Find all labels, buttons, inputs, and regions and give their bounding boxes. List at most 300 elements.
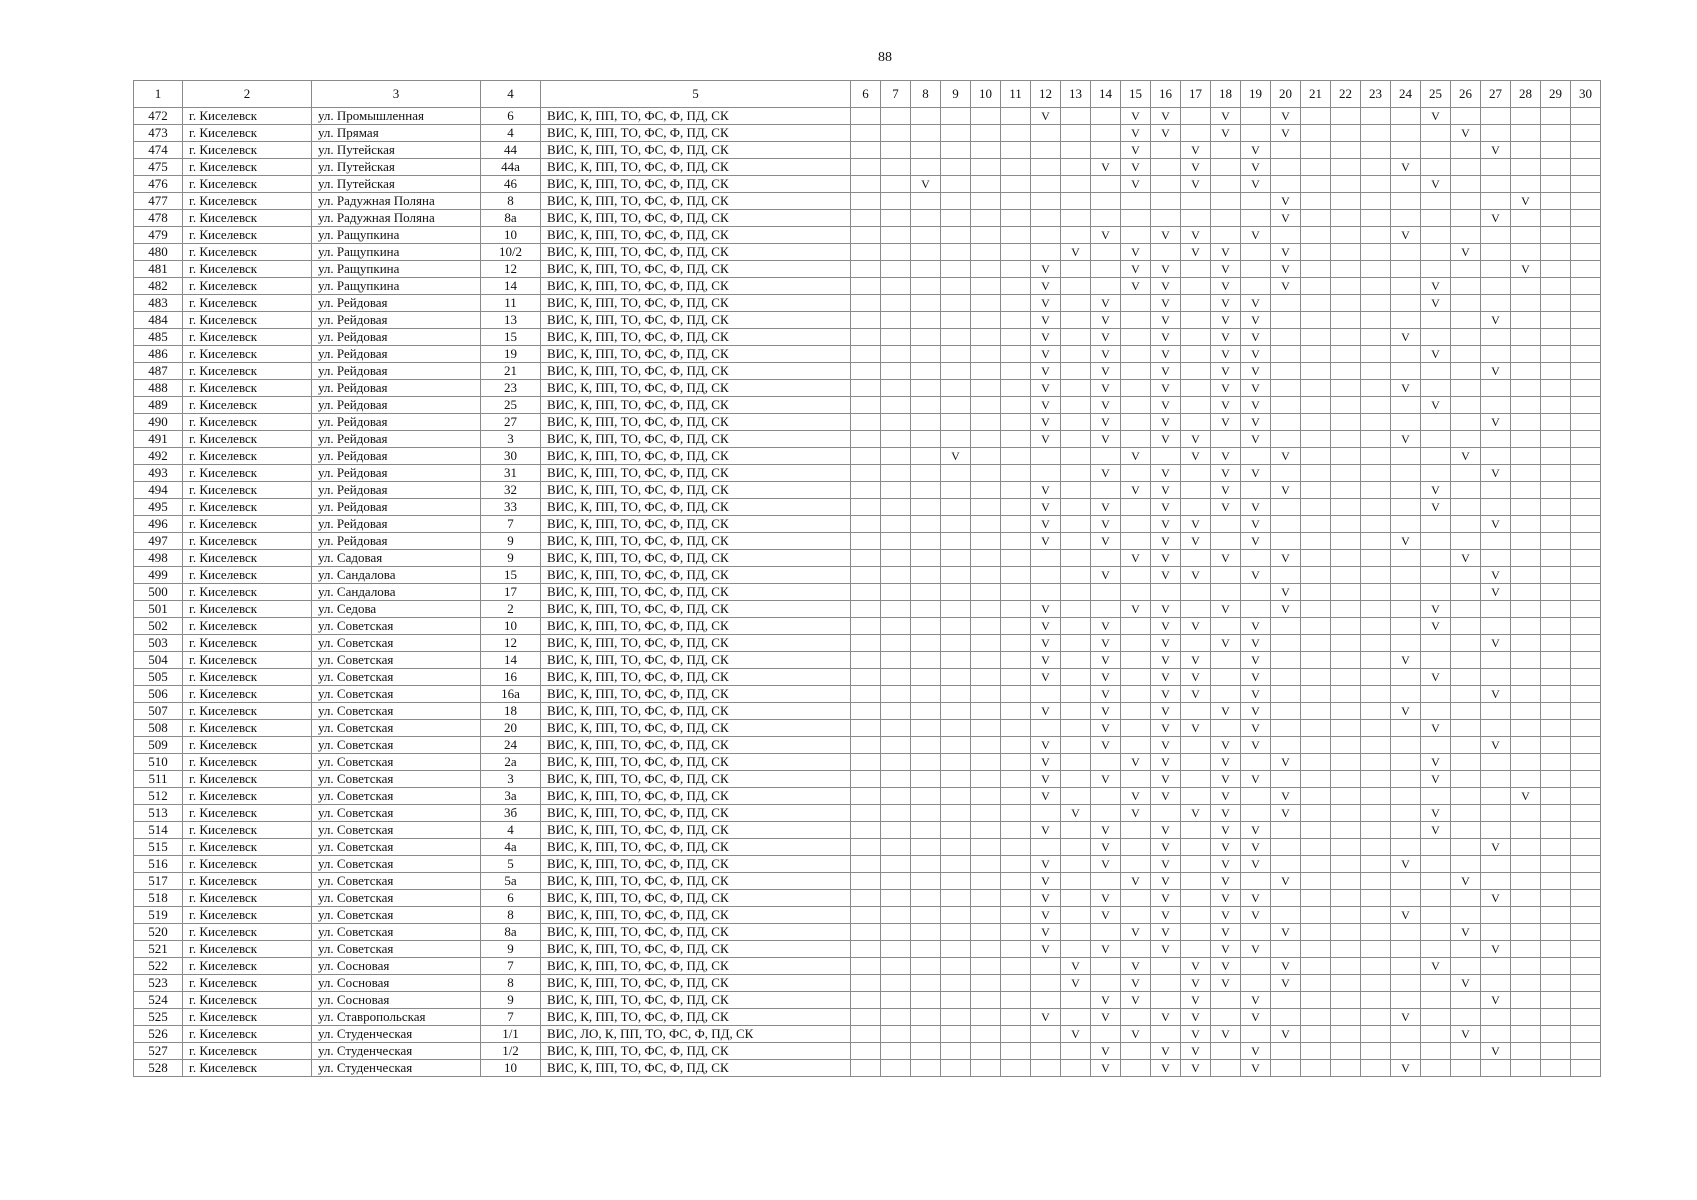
mark-cell-col-11 <box>1001 533 1031 550</box>
check-mark: V <box>1281 755 1290 769</box>
check-mark: V <box>1161 602 1170 616</box>
mark-cell-col-15 <box>1121 601 1151 618</box>
mark-cell-col-14 <box>1091 261 1121 278</box>
mark-cell-col-29 <box>1541 618 1571 635</box>
mark-cell-col-30 <box>1571 1060 1601 1077</box>
house-cell: 16а <box>481 686 541 703</box>
street-cell: ул. Советская <box>312 754 481 771</box>
mark-cell-col-27 <box>1481 448 1511 465</box>
mark-cell-col-13 <box>1061 414 1091 431</box>
street-cell: ул. Рейдовая <box>312 329 481 346</box>
check-mark: V <box>1131 925 1140 939</box>
mark-cell-col-13 <box>1061 329 1091 346</box>
check-mark: V <box>1041 483 1050 497</box>
mark-cell-col-19 <box>1241 448 1271 465</box>
mark-cell-col-12 <box>1031 227 1061 244</box>
mark-cell-col-12 <box>1031 924 1061 941</box>
mark-cell-col-15 <box>1121 227 1151 244</box>
table-row <box>134 244 1601 261</box>
mark-cell-col-21 <box>1301 499 1331 516</box>
mark-cell-col-14 <box>1091 788 1121 805</box>
mark-cell-col-7 <box>881 975 911 992</box>
mark-cell-col-11 <box>1001 754 1031 771</box>
mark-cell-col-24 <box>1391 873 1421 890</box>
mark-cell-col-30 <box>1571 873 1601 890</box>
mark-cell-col-13 <box>1061 686 1091 703</box>
check-mark: V <box>1251 1010 1260 1024</box>
mark-cell-col-12 <box>1031 244 1061 261</box>
mark-cell-col-7 <box>881 703 911 720</box>
mark-cell-col-13 <box>1061 533 1091 550</box>
check-mark: V <box>1251 330 1260 344</box>
mark-cell-col-6 <box>851 1060 881 1077</box>
mark-cell-col-23 <box>1361 380 1391 397</box>
check-mark: V <box>1251 772 1260 786</box>
mark-cell-col-18 <box>1211 295 1241 312</box>
check-mark: V <box>1131 993 1140 1007</box>
house-cell: 3 <box>481 771 541 788</box>
mark-cell-col-22 <box>1331 686 1361 703</box>
mark-cell-col-20 <box>1271 1043 1301 1060</box>
house-cell: 6 <box>481 890 541 907</box>
mark-cell-col-29 <box>1541 992 1571 1009</box>
mark-cell-col-9 <box>941 448 971 465</box>
check-mark: V <box>1161 942 1170 956</box>
mark-cell-col-22 <box>1331 839 1361 856</box>
types-cell: ВИС, К, ПП, ТО, ФС, Ф, ПД, СК <box>541 720 851 737</box>
table-row <box>134 295 1601 312</box>
check-mark: V <box>1161 687 1170 701</box>
check-mark: V <box>1281 874 1290 888</box>
check-mark: V <box>1251 942 1260 956</box>
mark-cell-col-26 <box>1451 176 1481 193</box>
mark-cell-col-13 <box>1061 550 1091 567</box>
mark-cell-col-22 <box>1331 958 1361 975</box>
mark-cell-col-18 <box>1211 380 1241 397</box>
mark-cell-col-26 <box>1451 431 1481 448</box>
mark-cell-col-19 <box>1241 720 1271 737</box>
mark-cell-col-8 <box>911 227 941 244</box>
street-cell: ул. Советская <box>312 805 481 822</box>
check-mark: V <box>1251 1044 1260 1058</box>
mark-cell-col-6 <box>851 992 881 1009</box>
types-cell: ВИС, ЛО, К, ПП, ТО, ФС, Ф, ПД, СК <box>541 1026 851 1043</box>
mark-cell-col-21 <box>1301 567 1331 584</box>
mark-cell-col-6 <box>851 176 881 193</box>
mark-cell-col-11 <box>1001 550 1031 567</box>
city-cell: г. Киселевск <box>183 788 312 805</box>
mark-cell-col-14 <box>1091 176 1121 193</box>
check-mark: V <box>1221 364 1230 378</box>
mark-cell-col-12 <box>1031 125 1061 142</box>
mark-cell-col-21 <box>1301 448 1331 465</box>
mark-cell-col-21 <box>1301 839 1331 856</box>
mark-cell-col-10 <box>971 635 1001 652</box>
mark-cell-col-17 <box>1181 669 1211 686</box>
house-cell: 12 <box>481 261 541 278</box>
mark-cell-col-30 <box>1571 584 1601 601</box>
mark-cell-col-12 <box>1031 414 1061 431</box>
mark-cell-col-10 <box>971 380 1001 397</box>
mark-cell-col-26 <box>1451 941 1481 958</box>
mark-cell-col-7 <box>881 924 911 941</box>
mark-cell-col-16 <box>1151 363 1181 380</box>
mark-cell-col-6 <box>851 210 881 227</box>
mark-cell-col-28 <box>1511 992 1541 1009</box>
table-row <box>134 312 1601 329</box>
types-cell: ВИС, К, ПП, ТО, ФС, Ф, ПД, СК <box>541 465 851 482</box>
mark-cell-col-18 <box>1211 516 1241 533</box>
mark-cell-col-15 <box>1121 550 1151 567</box>
check-mark: V <box>1101 670 1110 684</box>
mark-cell-col-24 <box>1391 703 1421 720</box>
mark-cell-col-19 <box>1241 533 1271 550</box>
mark-cell-col-7 <box>881 125 911 142</box>
mark-cell-col-30 <box>1571 669 1601 686</box>
mark-cell-col-17 <box>1181 533 1211 550</box>
mark-cell-col-17 <box>1181 380 1211 397</box>
table-row <box>134 448 1601 465</box>
mark-cell-col-16 <box>1151 193 1181 210</box>
mark-cell-col-16 <box>1151 482 1181 499</box>
mark-cell-col-30 <box>1571 737 1601 754</box>
mark-cell-col-18 <box>1211 159 1241 176</box>
mark-cell-col-11 <box>1001 278 1031 295</box>
mark-cell-col-24 <box>1391 244 1421 261</box>
check-mark: V <box>1161 738 1170 752</box>
street-cell: ул. Седова <box>312 601 481 618</box>
mark-cell-col-30 <box>1571 1043 1601 1060</box>
row-number: 479 <box>134 227 183 244</box>
mark-cell-col-8 <box>911 261 941 278</box>
mark-cell-col-12 <box>1031 346 1061 363</box>
check-mark: V <box>1221 313 1230 327</box>
mark-cell-col-15 <box>1121 822 1151 839</box>
mark-cell-col-13 <box>1061 601 1091 618</box>
check-mark: V <box>1251 398 1260 412</box>
house-cell: 9 <box>481 533 541 550</box>
mark-cell-col-24 <box>1391 414 1421 431</box>
table-row <box>134 1026 1601 1043</box>
mark-cell-col-27 <box>1481 193 1511 210</box>
row-number: 520 <box>134 924 183 941</box>
check-mark: V <box>1221 466 1230 480</box>
mark-cell-col-11 <box>1001 771 1031 788</box>
check-mark: V <box>1251 364 1260 378</box>
mark-cell-col-6 <box>851 788 881 805</box>
check-mark: V <box>1191 687 1200 701</box>
row-number: 509 <box>134 737 183 754</box>
check-mark: V <box>1251 347 1260 361</box>
check-mark: V <box>1161 891 1170 905</box>
mark-cell-col-20 <box>1271 754 1301 771</box>
mark-cell-col-25 <box>1421 822 1451 839</box>
mark-cell-col-17 <box>1181 567 1211 584</box>
mark-cell-col-15 <box>1121 669 1151 686</box>
check-mark: V <box>1491 738 1500 752</box>
mark-cell-col-21 <box>1301 193 1331 210</box>
mark-cell-col-19 <box>1241 567 1271 584</box>
mark-cell-col-18 <box>1211 414 1241 431</box>
row-number: 504 <box>134 652 183 669</box>
mark-cell-col-16 <box>1151 1026 1181 1043</box>
mark-cell-col-16 <box>1151 788 1181 805</box>
check-mark: V <box>1041 296 1050 310</box>
mark-cell-col-17 <box>1181 958 1211 975</box>
check-mark: V <box>1041 500 1050 514</box>
mark-cell-col-30 <box>1571 142 1601 159</box>
mark-cell-col-6 <box>851 193 881 210</box>
mark-cell-col-11 <box>1001 193 1031 210</box>
mark-cell-col-21 <box>1301 907 1331 924</box>
check-mark: V <box>1161 228 1170 242</box>
mark-cell-col-8 <box>911 397 941 414</box>
mark-cell-col-21 <box>1301 278 1331 295</box>
mark-cell-col-26 <box>1451 771 1481 788</box>
check-mark: V <box>1161 551 1170 565</box>
mark-cell-col-9 <box>941 720 971 737</box>
mark-cell-col-10 <box>971 482 1001 499</box>
street-cell: ул. Советская <box>312 771 481 788</box>
mark-cell-col-26 <box>1451 159 1481 176</box>
row-number: 485 <box>134 329 183 346</box>
mark-cell-col-8 <box>911 1043 941 1060</box>
mark-cell-col-10 <box>971 295 1001 312</box>
mark-cell-col-12 <box>1031 550 1061 567</box>
mark-cell-col-16 <box>1151 295 1181 312</box>
mark-cell-col-13 <box>1061 159 1091 176</box>
mark-cell-col-14 <box>1091 499 1121 516</box>
mark-cell-col-26 <box>1451 805 1481 822</box>
mark-cell-col-11 <box>1001 669 1031 686</box>
mark-cell-col-24 <box>1391 397 1421 414</box>
mark-cell-col-11 <box>1001 788 1031 805</box>
mark-cell-col-29 <box>1541 227 1571 244</box>
house-cell: 14 <box>481 278 541 295</box>
mark-cell-col-28 <box>1511 346 1541 363</box>
check-mark: V <box>1221 738 1230 752</box>
mark-cell-col-18 <box>1211 142 1241 159</box>
mark-cell-col-30 <box>1571 1026 1601 1043</box>
mark-cell-col-9 <box>941 975 971 992</box>
mark-cell-col-22 <box>1331 414 1361 431</box>
mark-cell-col-24 <box>1391 312 1421 329</box>
mark-cell-col-16 <box>1151 142 1181 159</box>
mark-cell-col-9 <box>941 618 971 635</box>
house-cell: 17 <box>481 584 541 601</box>
mark-cell-col-23 <box>1361 312 1391 329</box>
mark-cell-col-23 <box>1361 771 1391 788</box>
mark-cell-col-20 <box>1271 142 1301 159</box>
check-mark: V <box>1041 772 1050 786</box>
mark-cell-col-10 <box>971 550 1001 567</box>
mark-cell-col-19 <box>1241 380 1271 397</box>
house-cell: 30 <box>481 448 541 465</box>
mark-cell-col-30 <box>1571 108 1601 125</box>
mark-cell-col-28 <box>1511 635 1541 652</box>
mark-cell-col-28 <box>1511 176 1541 193</box>
mark-cell-col-15 <box>1121 261 1151 278</box>
mark-cell-col-21 <box>1301 431 1331 448</box>
street-cell: ул. Рейдовая <box>312 465 481 482</box>
mark-cell-col-25 <box>1421 856 1451 873</box>
mark-cell-col-27 <box>1481 686 1511 703</box>
mark-cell-col-13 <box>1061 448 1091 465</box>
mark-cell-col-24 <box>1391 720 1421 737</box>
check-mark: V <box>921 177 930 191</box>
mark-cell-col-20 <box>1271 550 1301 567</box>
mark-cell-col-19 <box>1241 771 1271 788</box>
mark-cell-col-16 <box>1151 1009 1181 1026</box>
mark-cell-col-17 <box>1181 431 1211 448</box>
mark-cell-col-28 <box>1511 703 1541 720</box>
mark-cell-col-21 <box>1301 125 1331 142</box>
mark-cell-col-12 <box>1031 329 1061 346</box>
street-cell: ул. Путейская <box>312 176 481 193</box>
mark-cell-col-13 <box>1061 1026 1091 1043</box>
mark-cell-col-21 <box>1301 941 1331 958</box>
check-mark: V <box>1101 228 1110 242</box>
mark-cell-col-16 <box>1151 907 1181 924</box>
mark-cell-col-16 <box>1151 771 1181 788</box>
mark-cell-col-28 <box>1511 227 1541 244</box>
page-number: 88 <box>878 50 892 65</box>
mark-cell-col-22 <box>1331 584 1361 601</box>
mark-cell-col-6 <box>851 278 881 295</box>
mark-cell-col-15 <box>1121 958 1151 975</box>
mark-cell-col-21 <box>1301 856 1331 873</box>
city-cell: г. Киселевск <box>183 516 312 533</box>
mark-cell-col-14 <box>1091 142 1121 159</box>
mark-cell-col-27 <box>1481 295 1511 312</box>
street-cell: ул. Студенческая <box>312 1026 481 1043</box>
mark-cell-col-18 <box>1211 108 1241 125</box>
mark-cell-col-15 <box>1121 635 1151 652</box>
mark-cell-col-16 <box>1151 125 1181 142</box>
mark-cell-col-13 <box>1061 754 1091 771</box>
mark-cell-col-11 <box>1001 992 1031 1009</box>
mark-cell-col-29 <box>1541 805 1571 822</box>
mark-cell-col-13 <box>1061 618 1091 635</box>
check-mark: V <box>1461 1027 1470 1041</box>
city-cell: г. Киселевск <box>183 227 312 244</box>
mark-cell-col-9 <box>941 329 971 346</box>
mark-cell-col-8 <box>911 924 941 941</box>
check-mark: V <box>1131 483 1140 497</box>
mark-cell-col-15 <box>1121 108 1151 125</box>
mark-cell-col-21 <box>1301 465 1331 482</box>
mark-cell-col-21 <box>1301 958 1331 975</box>
mark-cell-col-30 <box>1571 210 1601 227</box>
street-cell: ул. Студенческая <box>312 1060 481 1077</box>
check-mark: V <box>1221 772 1230 786</box>
mark-cell-col-8 <box>911 856 941 873</box>
check-mark: V <box>1041 279 1050 293</box>
mark-cell-col-10 <box>971 1043 1001 1060</box>
house-cell: 3б <box>481 805 541 822</box>
mark-cell-col-29 <box>1541 142 1571 159</box>
mark-cell-col-28 <box>1511 125 1541 142</box>
mark-cell-col-6 <box>851 448 881 465</box>
mark-cell-col-16 <box>1151 652 1181 669</box>
street-cell: ул. Советская <box>312 788 481 805</box>
mark-cell-col-17 <box>1181 652 1211 669</box>
mark-cell-col-24 <box>1391 295 1421 312</box>
mark-cell-col-15 <box>1121 805 1151 822</box>
check-mark: V <box>1161 925 1170 939</box>
types-cell: ВИС, К, ПП, ТО, ФС, Ф, ПД, СК <box>541 244 851 261</box>
mark-cell-col-14 <box>1091 975 1121 992</box>
check-mark: V <box>1041 432 1050 446</box>
mark-cell-col-21 <box>1301 516 1331 533</box>
mark-cell-col-25 <box>1421 346 1451 363</box>
check-mark: V <box>1491 636 1500 650</box>
row-number: 491 <box>134 431 183 448</box>
mark-cell-col-21 <box>1301 380 1331 397</box>
mark-cell-col-27 <box>1481 431 1511 448</box>
mark-cell-col-14 <box>1091 771 1121 788</box>
check-mark: V <box>1071 976 1080 990</box>
city-cell: г. Киселевск <box>183 822 312 839</box>
check-mark: V <box>1191 959 1200 973</box>
column-header-19: 19 <box>1241 81 1271 108</box>
mark-cell-col-25 <box>1421 533 1451 550</box>
mark-cell-col-24 <box>1391 618 1421 635</box>
mark-cell-col-20 <box>1271 176 1301 193</box>
street-cell: ул. Сандалова <box>312 584 481 601</box>
mark-cell-col-26 <box>1451 992 1481 1009</box>
check-mark: V <box>1161 619 1170 633</box>
check-mark: V <box>1101 517 1110 531</box>
types-cell: ВИС, К, ПП, ТО, ФС, Ф, ПД, СК <box>541 363 851 380</box>
mark-cell-col-14 <box>1091 159 1121 176</box>
types-cell: ВИС, К, ПП, ТО, ФС, Ф, ПД, СК <box>541 346 851 363</box>
mark-cell-col-9 <box>941 1043 971 1060</box>
table-row <box>134 992 1601 1009</box>
mark-cell-col-9 <box>941 958 971 975</box>
mark-cell-col-25 <box>1421 805 1451 822</box>
check-mark: V <box>1251 160 1260 174</box>
mark-cell-col-20 <box>1271 958 1301 975</box>
mark-cell-col-16 <box>1151 1043 1181 1060</box>
check-mark: V <box>1191 806 1200 820</box>
mark-cell-col-8 <box>911 686 941 703</box>
mark-cell-col-14 <box>1091 414 1121 431</box>
mark-cell-col-30 <box>1571 618 1601 635</box>
mark-cell-col-16 <box>1151 720 1181 737</box>
mark-cell-col-6 <box>851 601 881 618</box>
street-cell: ул. Рейдовая <box>312 312 481 329</box>
check-mark: V <box>1431 755 1440 769</box>
house-cell: 6 <box>481 108 541 125</box>
check-mark: V <box>1281 449 1290 463</box>
mark-cell-col-30 <box>1571 176 1601 193</box>
check-mark: V <box>1101 296 1110 310</box>
mark-cell-col-21 <box>1301 601 1331 618</box>
mark-cell-col-20 <box>1271 159 1301 176</box>
mark-cell-col-27 <box>1481 873 1511 890</box>
mark-cell-col-26 <box>1451 448 1481 465</box>
mark-cell-col-18 <box>1211 771 1241 788</box>
mark-cell-col-6 <box>851 1009 881 1026</box>
mark-cell-col-12 <box>1031 533 1061 550</box>
house-cell: 33 <box>481 499 541 516</box>
check-mark: V <box>1491 942 1500 956</box>
mark-cell-col-10 <box>971 601 1001 618</box>
mark-cell-col-7 <box>881 159 911 176</box>
mark-cell-col-19 <box>1241 499 1271 516</box>
mark-cell-col-18 <box>1211 312 1241 329</box>
